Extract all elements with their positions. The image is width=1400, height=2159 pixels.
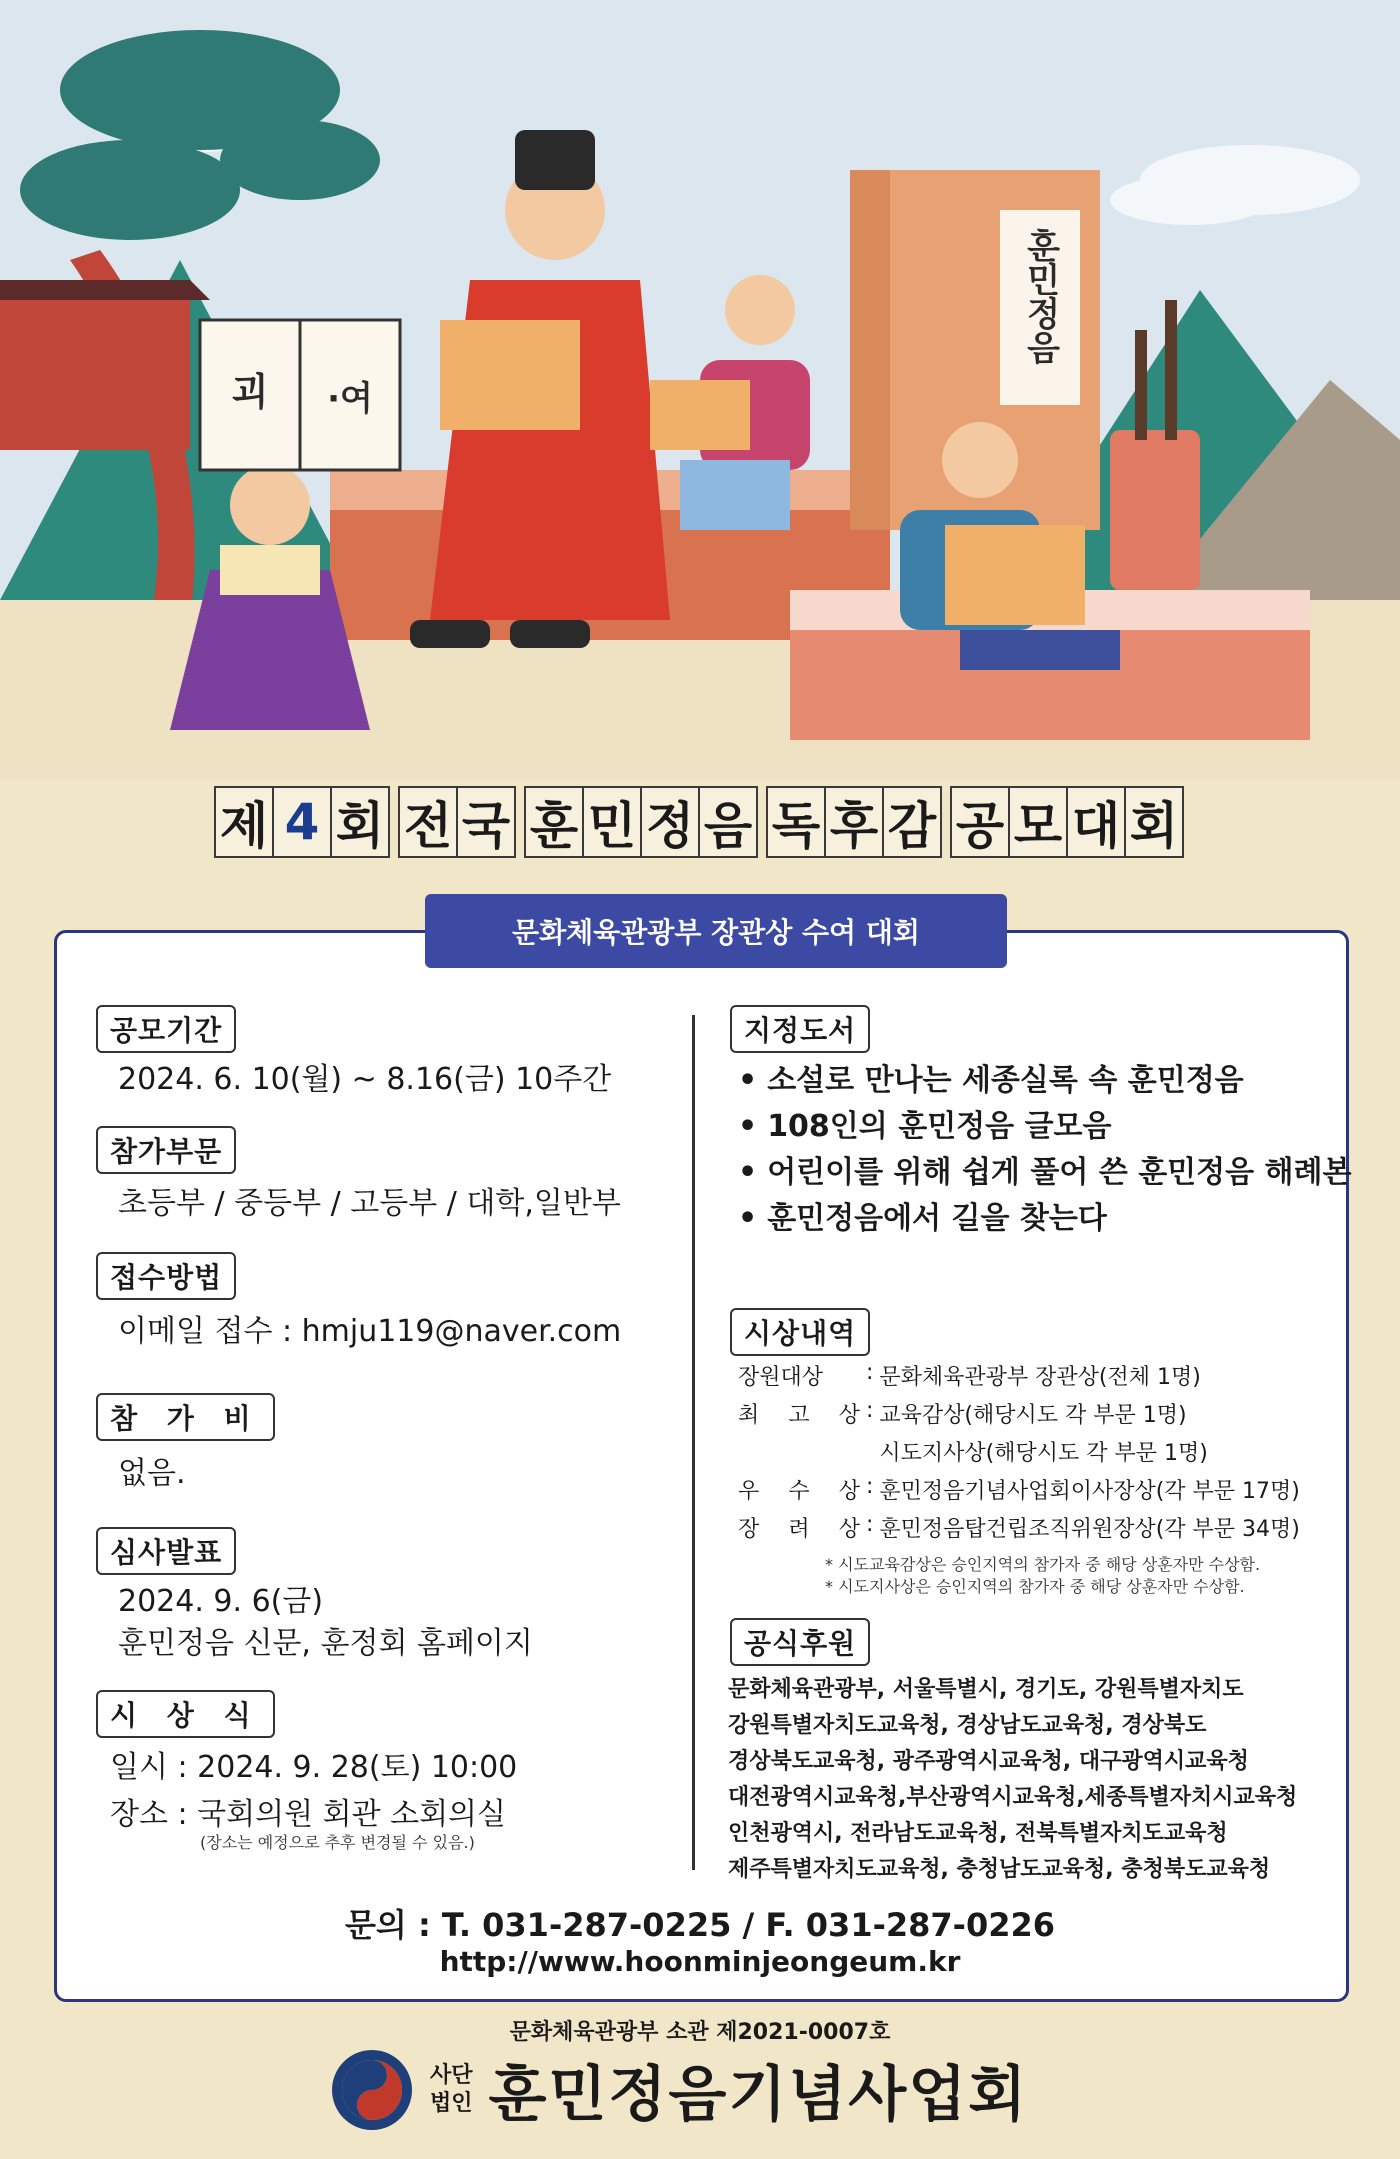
award-row: 최 고 상 : 교육감상(해당시도 각 부문 1명) [738,1398,1187,1428]
award-note: * 시도교육감상은 승인지역의 참가자 중 해당 상훈자만 수상함. [825,1555,1261,1574]
book-label-vertical: 훈민정음 [1020,228,1060,364]
award-name [738,1436,860,1467]
main-title [65,786,1335,864]
period-value: 2024. 6. 10(월) ~ 8.16(금) 10주간 [118,1062,612,1097]
title-char: 국 [456,786,516,858]
title-char: 회 [1124,786,1184,858]
divisions-value: 초등부 / 중등부 / 고등부 / 대학,일반부 [118,1186,621,1221]
title-word [768,786,942,864]
judging-date: 2024. 9. 6(금) [118,1584,324,1619]
title-char: 감 [882,786,942,858]
title-char: 정 [640,786,700,858]
book-item: • 소설로 만나는 세종실록 속 훈민정음 [738,1055,1352,1101]
book-item: • 어린이를 위해 쉽게 풀어 쓴 훈민정음 해례본 [738,1147,1352,1193]
award-value: 훈민정음탑건립조직위원장상(각 부문 34명) [879,1517,1300,1542]
title-char: 후 [824,786,884,858]
award-name: 장원대상 [738,1365,824,1390]
organization-footer [330,2045,1028,2135]
title-char: 독 [766,786,826,858]
award-value: 시도지사상(해당시도 각 부문 1명) [879,1441,1208,1466]
ceremony-place: 장소 : 국회의원 회관 소회의실 [110,1797,507,1832]
title-char: 공 [950,786,1010,858]
award-name: 장 려 상 [738,1517,860,1542]
awards-label: 시상내역 [730,1308,870,1356]
fee-value: 없음. [118,1456,186,1491]
award-value: 훈민정음기념사업회이사장상(각 부문 17명) [879,1479,1300,1504]
title-char: 훈 [524,786,584,858]
org-type-line1: 사단 [430,2063,473,2088]
open-book-right-text: ·여 [327,379,373,419]
period-label: 공모기간 [96,1005,236,1053]
books-list [738,1055,1352,1239]
organization-name: 훈민정음기념사업회 [488,2060,1029,2130]
fee-label: 참 가 비 [96,1393,275,1441]
award-name: 최 고 상 [738,1403,860,1428]
title-char: 모 [1008,786,1068,858]
ceremony-datetime: 일시 : 2024. 9. 28(토) 10:00 [110,1750,518,1785]
title-word [952,786,1184,864]
award-banner: 문화체육관광부 장관상 수여 대회 [425,894,1007,968]
title-char: 제 [214,786,274,858]
hero-illustration [0,0,1400,780]
sponsor-line: 문화체육관광부, 서울특별시, 경기도, 강원특별자치도 [728,1677,1244,1702]
title-char: 대 [1066,786,1126,858]
submission-value: 이메일 접수 : hmju119@naver.com [118,1314,622,1349]
ceremony-label: 시 상 식 [96,1690,275,1738]
books-label: 지정도서 [730,1005,870,1053]
sponsor-line: 인천광역시, 전라남도교육청, 전북특별자치도교육청 [728,1821,1228,1846]
book-item: • 108인의 훈민정음 글모음 [738,1101,1352,1147]
judging-label: 심사발표 [96,1527,236,1575]
sponsors-label: 공식후원 [730,1618,870,1666]
sponsor-line: 제주특별자치도교육청, 충청남도교육청, 충청북도교육청 [728,1857,1271,1882]
award-row: 장원대상 : 문화체육관광부 장관상(전체 1명) [738,1360,1201,1390]
award-value: 문화체육관광부 장관상(전체 1명) [879,1365,1201,1390]
title-char: 전 [398,786,458,858]
title-char: 민 [582,786,642,858]
award-row: 우 수 상 : 훈민정음기념사업회이사장상(각 부문 17명) [738,1474,1300,1504]
award-value: 교육감상(해당시도 각 부문 1명) [879,1403,1187,1428]
org-type-line2: 법인 [430,2091,473,2116]
award-row [738,1436,1208,1467]
judging-where: 훈민정음 신문, 훈정회 홈페이지 [118,1626,533,1661]
sponsor-line: 경상북도교육청, 광주광역시교육청, 대구광역시교육청 [728,1749,1249,1774]
award-note: * 시도지사상은 승인지역의 참가자 중 해당 상훈자만 수상함. [825,1577,1245,1596]
submission-label: 접수방법 [96,1252,236,1300]
award-name: 우 수 상 [738,1479,860,1504]
website-link[interactable]: http://www.hoonminjeongeum.kr [439,1945,961,1978]
title-char: 회 [330,786,390,858]
column-divider [692,1015,695,1870]
registration-number: 문화체육관광부 소관 제2021-0007호 [509,2020,891,2045]
ceremony-note: (장소는 예정으로 추후 변경될 수 있음.) [200,1833,475,1852]
divisions-label: 참가부문 [96,1126,236,1174]
title-word [216,786,390,864]
title-char: 4 [272,786,332,858]
sponsor-line: 대전광역시교육청,부산광역시교육청,세종특별자치시교육청 [728,1785,1298,1810]
emblem-icon [330,2048,414,2132]
sponsor-line: 강원특별자치도교육청, 경상남도교육청, 경상북도 [728,1713,1207,1738]
award-row: 장 려 상 : 훈민정음탑건립조직위원장상(각 부문 34명) [738,1512,1300,1542]
title-char: 음 [698,786,758,858]
open-book-left-text: 괴 [231,370,269,414]
title-word [526,786,758,864]
title-word [400,786,516,864]
book-item: • 훈민정음에서 길을 찾는다 [738,1193,1352,1239]
org-type [430,2062,473,2118]
contact-line: 문의 : T. 031-287-0225 / F. 031-287-0226 [344,1906,1056,1944]
